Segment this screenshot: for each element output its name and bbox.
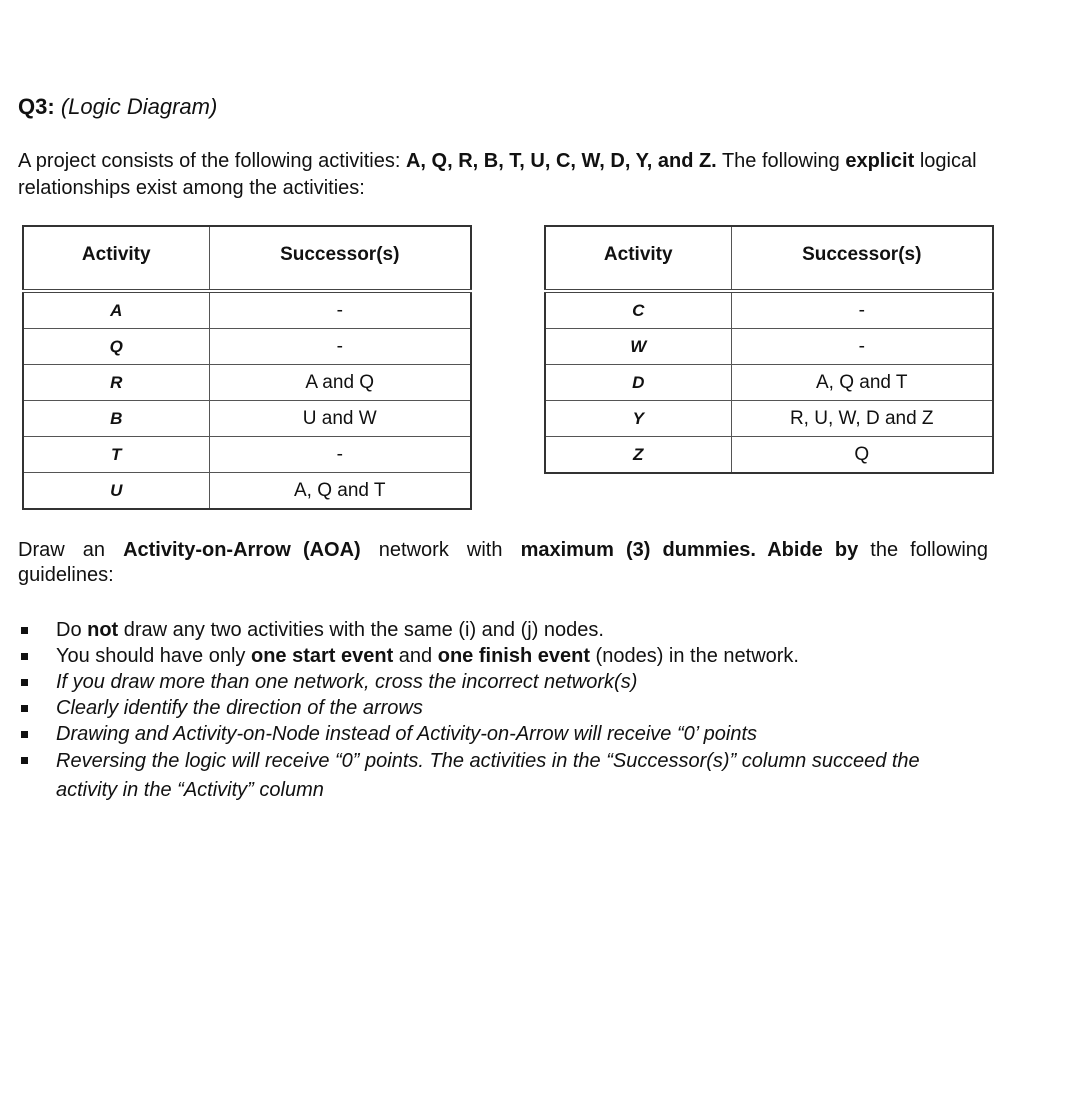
- intro-explicit: explicit: [845, 150, 915, 172]
- list-item: [18, 721, 1018, 747]
- table-row: [545, 401, 993, 437]
- instruction-paragraph: [18, 538, 988, 588]
- guideline-text: Do: [56, 619, 88, 641]
- bullet-icon: [21, 731, 28, 738]
- activity-cell: A: [23, 291, 209, 329]
- table-row: [545, 437, 993, 474]
- list-item: [18, 695, 1018, 721]
- guideline-bold: not: [87, 619, 119, 641]
- successor-cell: -: [731, 329, 993, 365]
- activity-cell: B: [23, 401, 209, 437]
- guideline-text: draw any two activities with the same (i) and (j) nodes.: [118, 619, 604, 641]
- activity-cell: D: [545, 365, 731, 401]
- guideline-text: (nodes) in the network.: [589, 645, 799, 667]
- intro-text-2: The following: [716, 150, 846, 172]
- successor-cell: R, U, W, D and Z: [731, 401, 993, 437]
- table-row: [545, 329, 993, 365]
- guideline-bold: one start event: [250, 645, 394, 667]
- instruction-aoa: Activity-on-Arrow (AOA): [123, 539, 361, 561]
- successor-cell: -: [209, 329, 471, 365]
- activity-cell: C: [545, 291, 731, 329]
- table-row: [23, 291, 471, 329]
- guidelines-list: [18, 617, 1018, 805]
- column-header-successors: Successor(s): [209, 226, 471, 291]
- activity-cell: Y: [545, 401, 731, 437]
- instruction-dummies: maximum (3) dummies. Abide by: [520, 539, 859, 561]
- table-row: [23, 329, 471, 365]
- bullet-icon: [21, 679, 28, 686]
- question-topic: (Logic Diagram): [60, 94, 218, 119]
- activity-cell: W: [545, 329, 731, 365]
- guideline-text: You should have only: [56, 645, 251, 667]
- guideline-bold: one finish event: [437, 645, 590, 667]
- successor-cell: -: [209, 291, 471, 329]
- successor-cell: A, Q and T: [209, 473, 471, 510]
- instruction-text-3: the following guidelines:: [18, 539, 989, 586]
- intro-paragraph: [18, 148, 1028, 202]
- activity-cell: R: [23, 365, 209, 401]
- table-row: [23, 401, 471, 437]
- bullet-icon: [21, 757, 28, 764]
- list-item: [18, 617, 1018, 643]
- column-header-successors: Successor(s): [731, 226, 993, 291]
- instruction-text-2: network with: [360, 539, 521, 561]
- guideline-text: If you draw more than one network, cross the incorrect network(s): [56, 671, 638, 693]
- guideline-text: Clearly identify the direction of the arrows: [56, 697, 423, 719]
- successor-cell: U and W: [209, 401, 471, 437]
- table-row: [545, 291, 993, 329]
- table-row: [23, 365, 471, 401]
- activity-cell: U: [23, 473, 209, 510]
- guideline-text: Drawing and Activity-on-Node instead of Activity-on-Arrow will receive “0’ points: [56, 723, 758, 745]
- successor-cell: -: [731, 291, 993, 329]
- column-header-activity: Activity: [545, 226, 731, 291]
- successor-cell: A, Q and T: [731, 365, 993, 401]
- relationship-table-left: [22, 225, 472, 510]
- list-item: [18, 747, 936, 805]
- activity-cell: T: [23, 437, 209, 473]
- table-row: [23, 437, 471, 473]
- table-row: [545, 365, 993, 401]
- question-title: [18, 94, 217, 120]
- instruction-text-1: Draw an: [18, 539, 124, 561]
- successor-cell: A and Q: [209, 365, 471, 401]
- activity-cell: Q: [23, 329, 209, 365]
- activity-cell: Z: [545, 437, 731, 474]
- intro-text-1: A project consists of the following activities:: [18, 150, 406, 172]
- successor-cell: -: [209, 437, 471, 473]
- question-number: Q3:: [18, 94, 55, 119]
- list-item: [18, 669, 1018, 695]
- successor-cell: Q: [731, 437, 993, 474]
- guideline-text: Reversing the logic will receive “0” points. The activities in the “Successor(s)” column succeed the activity in the “Activity” column: [56, 750, 920, 801]
- list-item: [18, 643, 1018, 669]
- bullet-icon: [21, 627, 28, 634]
- relationship-table-right: [544, 225, 994, 474]
- intro-activities: A, Q, R, B, T, U, C, W, D, Y, and Z.: [405, 150, 717, 172]
- table-row: [23, 473, 471, 510]
- bullet-icon: [21, 653, 28, 660]
- column-header-activity: Activity: [23, 226, 209, 291]
- guideline-text: and: [393, 645, 438, 667]
- intro-text-3: logical relationships exist among the activities:: [18, 150, 977, 199]
- bullet-icon: [21, 705, 28, 712]
